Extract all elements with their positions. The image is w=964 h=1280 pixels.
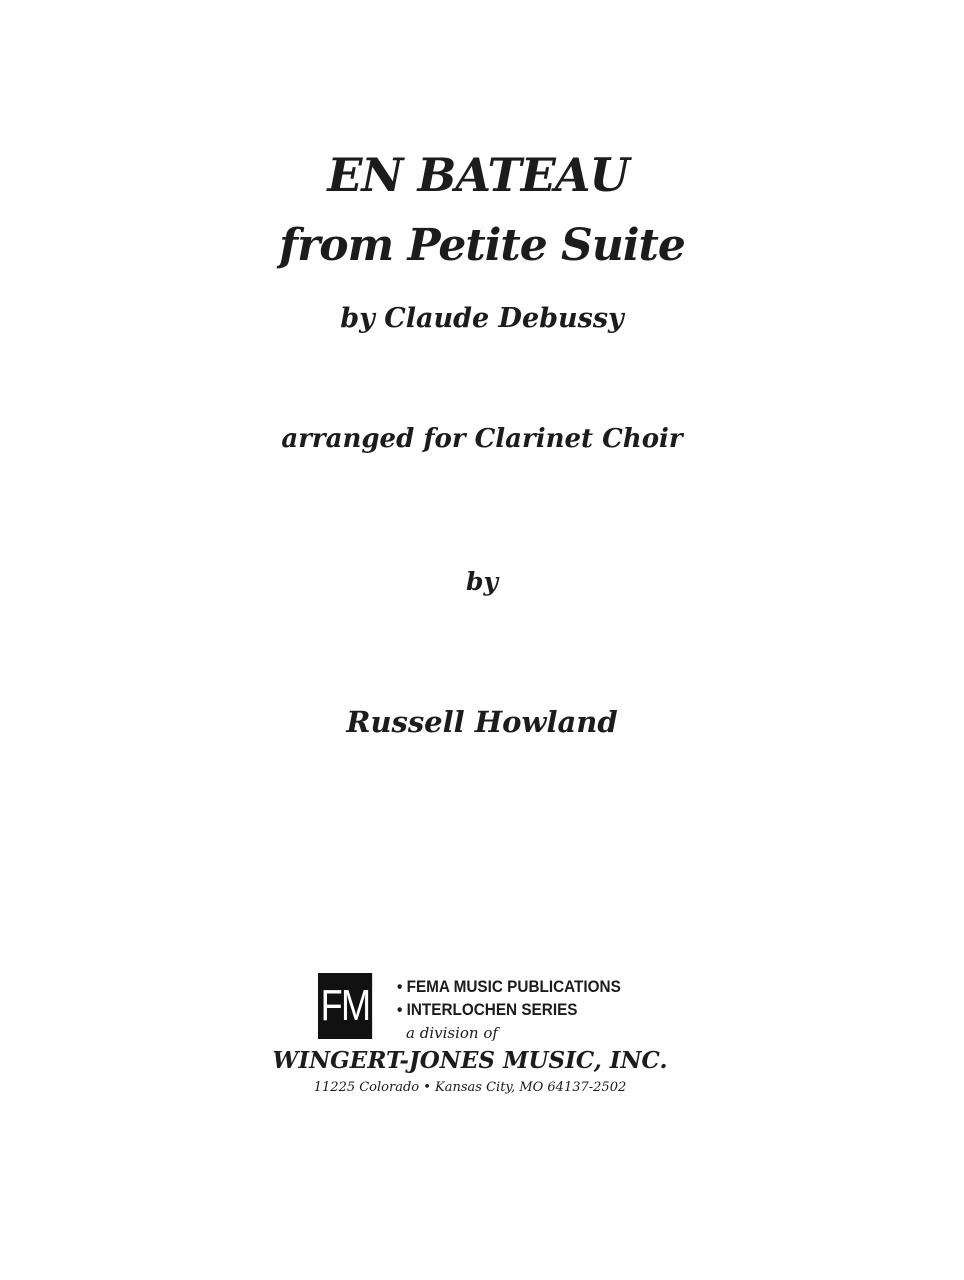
arrangement-note: arranged for Clarinet Choir: [281, 424, 683, 454]
arranger-name: Russell Howland: [346, 705, 618, 739]
by-label: by: [465, 567, 498, 596]
publisher-address: 11225 Colorado • Kansas City, MO 64137-2502: [313, 1080, 627, 1095]
piece-title: EN BATEAU: [327, 148, 629, 202]
publisher-name: WINGERT-JONES MUSIC, INC.: [272, 1047, 668, 1074]
fm-logo: FM: [318, 973, 372, 1039]
publication-line-fema: • FEMA MUSIC PUBLICATIONS: [397, 977, 621, 996]
composer-credit: by Claude Debussy: [340, 303, 624, 334]
division-label: a division of: [406, 1024, 498, 1042]
piece-subtitle: from Petite Suite: [279, 220, 685, 271]
publication-line-interlochen: • INTERLOCHEN SERIES: [397, 1000, 578, 1019]
